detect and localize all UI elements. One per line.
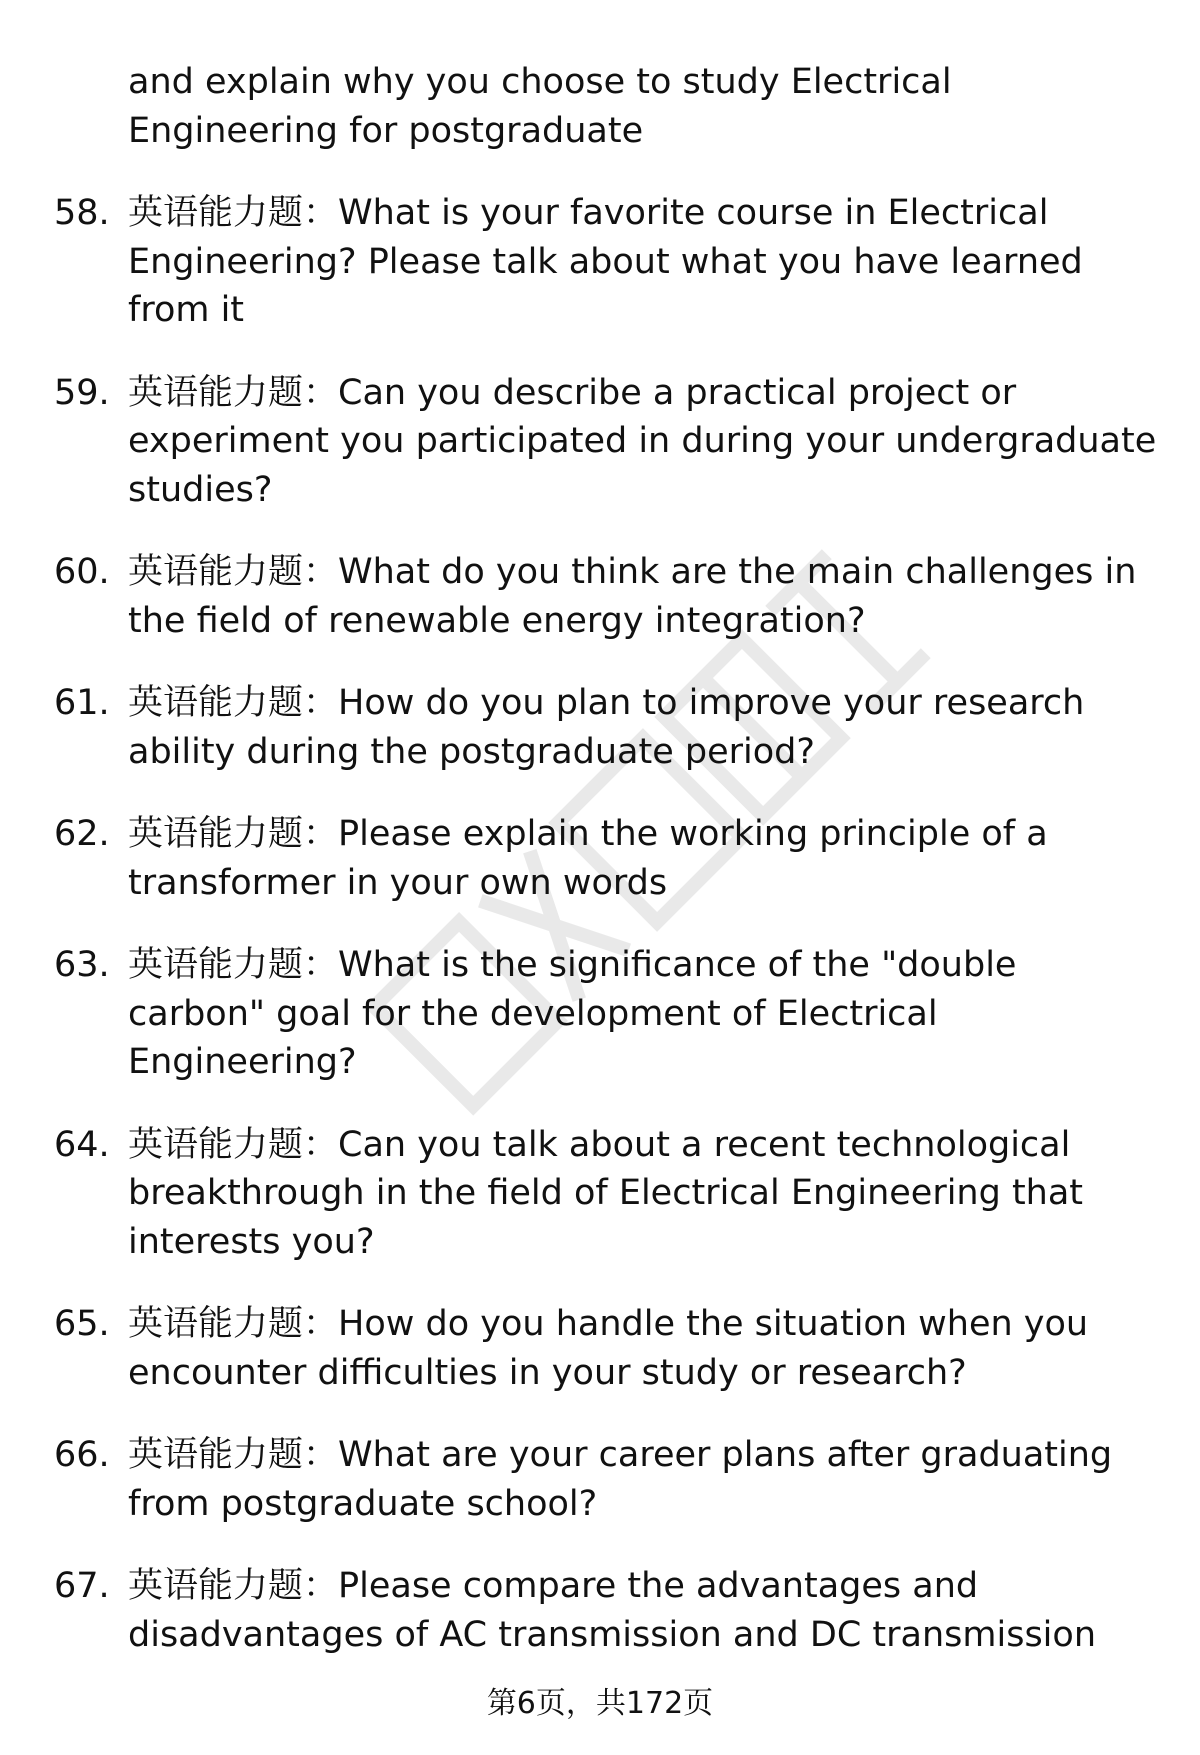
question-item — [0, 1431, 1200, 1528]
question-label: 英语能力题： — [128, 683, 339, 723]
question-label: 英语能力题： — [128, 945, 339, 985]
question-item — [0, 941, 1200, 1087]
question-item — [0, 679, 1200, 776]
question-text: Can you talk about a recent technological breakthrough in the field of Electrical Engineering that interests you? — [128, 1124, 1084, 1262]
question-label: 英语能力题： — [128, 552, 339, 592]
question-item — [0, 548, 1200, 645]
question-item — [0, 1562, 1200, 1659]
question-text: What is your favorite course in Electrical Engineering? Please talk about what you have learned from it — [128, 193, 1083, 330]
question-label: 英语能力题： — [128, 372, 339, 413]
question-label: 英语能力题： — [128, 1566, 339, 1606]
question-item — [0, 810, 1200, 907]
continuation-text: and explain why you choose to study Electrical Engineering for postgraduate — [128, 62, 952, 151]
question-number: 64. — [54, 1124, 110, 1165]
question-number: 67. — [54, 1566, 110, 1606]
question-number: 61. — [54, 683, 110, 723]
question-text: Please compare the advantages and disadvantages of AC transmission and DC transmission — [128, 1566, 1097, 1655]
question-item — [0, 1121, 1200, 1267]
question-text: What do you think are the main challenges in the field of renewable energy integration? — [128, 552, 1137, 641]
question-label: 英语能力题： — [128, 814, 339, 854]
question-text: Can you describe a practical project or experiment you participated in during your undergraduate studies? — [128, 372, 1157, 510]
question-text: Please explain the working principle of a transformer in your own words — [128, 814, 1048, 903]
question-list — [0, 58, 1200, 1693]
question-number: 58. — [54, 193, 110, 233]
question-item — [0, 1300, 1200, 1397]
question-item — [0, 189, 1200, 335]
question-number: 63. — [54, 945, 110, 985]
question-item — [0, 369, 1200, 515]
question-text: How do you handle the situation when you encounter difficulties in your study or research? — [128, 1304, 1089, 1393]
question-text: How do you plan to improve your research ability during the postgraduate period? — [128, 683, 1085, 772]
question-number: 66. — [54, 1435, 110, 1475]
question-number: 59. — [54, 372, 110, 413]
question-label: 英语能力题： — [128, 1304, 339, 1344]
question-label: 英语能力题： — [128, 1435, 339, 1475]
question-label: 英语能力题： — [128, 193, 339, 233]
question-text: What is the significance of the "double carbon" goal for the development of Electrical Engineering? — [128, 945, 1017, 1082]
question-number: 62. — [54, 814, 110, 854]
question-label: 英语能力题： — [128, 1124, 339, 1165]
question-text: What are your career plans after graduating from postgraduate school? — [128, 1435, 1113, 1524]
page-footer: 第6页，共172页 — [486, 1686, 714, 1721]
question-number: 65. — [54, 1304, 110, 1344]
question-number: 60. — [54, 552, 110, 592]
